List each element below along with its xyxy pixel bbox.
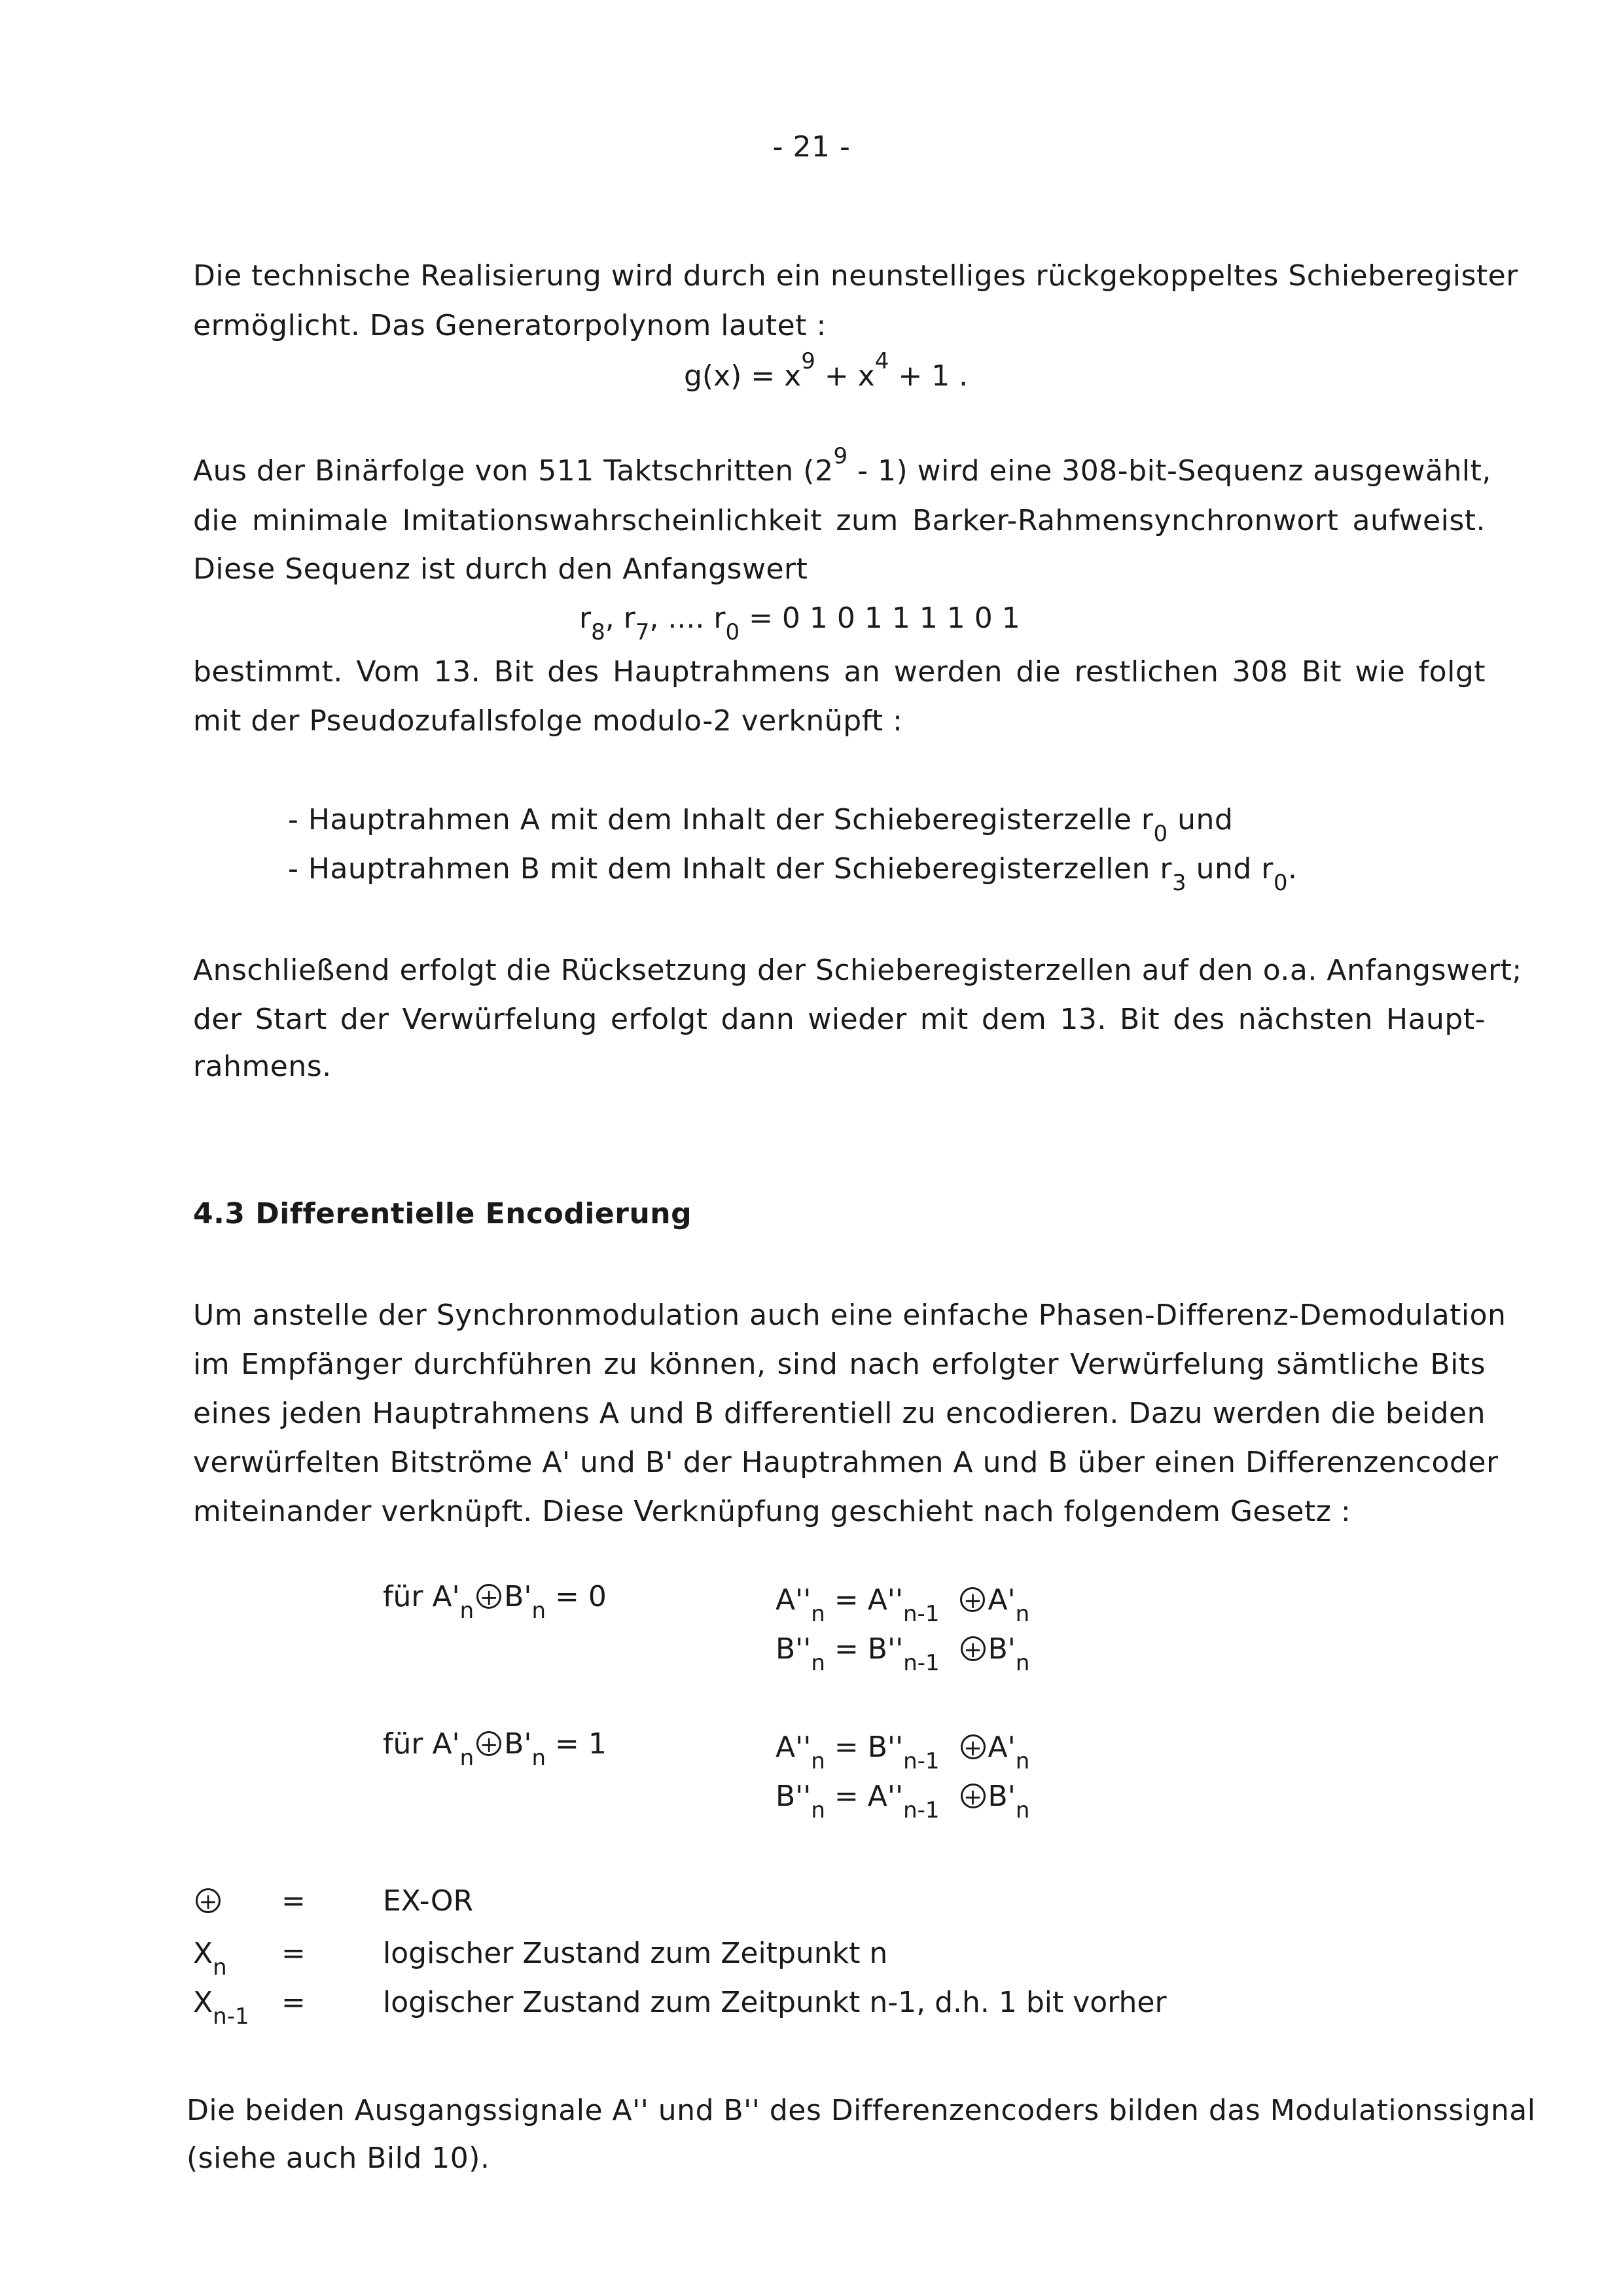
equation-case-0-row-a: $A''_n = A''_{n-1} + A'_n$ bbox=[776, 1583, 1030, 1627]
section-heading: 4.3 Differentielle Encodierung bbox=[193, 1197, 692, 1230]
paragraph-6-line-2: (siehe auch Bild 10). bbox=[187, 2142, 490, 2175]
xor-icon: + bbox=[476, 1731, 501, 1756]
paragraph-3-line-1: bestimmt. Vom 13. Bit des Hauptrahmens an werden die restlichen 308 Bit wie folgt bbox=[193, 655, 1486, 689]
paragraph-2-line-2: die minimale Imitationswahrscheinlichkeit zum Barker-Rahmensynchronwort aufweist. bbox=[193, 504, 1486, 537]
paragraph-3-line-2: mit der Pseudozufallsfolge modulo-2 verknüpft : bbox=[193, 704, 903, 738]
paragraph-4-line-3: rahmens. bbox=[193, 1050, 332, 1083]
legend-desc-xor: EX-OR bbox=[383, 1884, 474, 1918]
paragraph-2-line-1: Aus der Binärfolge von 511 Taktschritten $(2^9 - 1)$ wird eine 308-bit-Sequenz ausgewählt, bbox=[193, 443, 1491, 488]
legend-desc-xn-1: logischer Zustand zum Zeitpunkt n-1, d.h. 1 bit vorher bbox=[383, 1986, 1167, 2019]
paragraph-5-line-5: miteinander verknüpft. Diese Verknüpfung geschieht nach folgendem Gesetz : bbox=[193, 1495, 1351, 1528]
legend-symbol-xn-1: $X_{n-1}$ bbox=[193, 1986, 249, 2030]
xor-icon: + bbox=[961, 1636, 986, 1661]
generator-polynomial: $g(x) = x^9 + x^4 + 1$ . bbox=[684, 348, 969, 393]
paragraph-5-line-3: eines jeden Hauptrahmens A und B differentiell zu encodieren. Dazu werden die beiden bbox=[193, 1397, 1486, 1430]
xor-icon: + bbox=[961, 1784, 986, 1808]
page-number: - 21 - bbox=[772, 130, 851, 164]
xor-icon: + bbox=[961, 1734, 986, 1759]
legend-symbol-xor bbox=[193, 1882, 223, 1921]
xor-icon: + bbox=[476, 1584, 501, 1609]
legend-desc-xn: logischer Zustand zum Zeitpunkt n bbox=[383, 1937, 888, 1970]
equation-case-1-row-a: $A''_n = B''_{n-1} + A'_n$ bbox=[776, 1731, 1030, 1774]
paragraph-6-line-1: Die beiden Ausgangssignale A'' und B'' des Differenzencoders bilden das Modulationssignal bbox=[187, 2094, 1536, 2127]
equation-case-0-row-b: $B''_n = B''_{n-1} + B'_n$ bbox=[776, 1632, 1030, 1676]
paragraph-1-line-2: ermöglicht. Das Generatorpolynom lautet : bbox=[193, 309, 827, 342]
legend-symbol-xn: $X_n$ bbox=[193, 1937, 227, 1981]
paragraph-5-line-4: verwürfelten Bitströme A' und B' der Hauptrahmen A und B über einen Differenzencoder bbox=[193, 1446, 1499, 1479]
paragraph-4-line-2: der Start der Verwürfelung erfolgt dann wieder mit dem 13. Bit des nächsten Haupt- bbox=[193, 1003, 1486, 1036]
paragraph-1-line-1: Die technische Realisierung wird durch ein neunstelliges rückgekoppeltes Schieberegister bbox=[193, 259, 1518, 293]
bullet-item-b: - Hauptrahmen B mit dem Inhalt der Schieberegisterzellen $r_3$ und $r_0$. bbox=[288, 852, 1298, 896]
legend-equals: = bbox=[281, 1884, 306, 1918]
initial-value-formula: $r_8$, $r_7$, .... $r_0 = 0$ 1 0 1 1 1 1 0 1 bbox=[579, 601, 1020, 645]
legend-equals: = bbox=[281, 1937, 306, 1970]
paragraph-4-line-1: Anschließend erfolgt die Rücksetzung der Schieberegisterzellen auf den o.a. Anfangswert; bbox=[193, 954, 1522, 987]
equation-case-1-row-b: $B''_n = A''_{n-1} + B'_n$ bbox=[776, 1780, 1030, 1823]
equation-case-1-condition: für $A'_n + B'_n = 1$ bbox=[383, 1727, 607, 1771]
bullet-item-a: - Hauptrahmen A mit dem Inhalt der Schieberegisterzelle $r_0$ und bbox=[288, 803, 1234, 847]
xor-icon: + bbox=[196, 1888, 221, 1913]
paragraph-5-line-2: im Empfänger durchführen zu können, sind nach erfolgter Verwürfelung sämtliche Bits bbox=[193, 1348, 1486, 1381]
paragraph-5-line-1: Um anstelle der Synchronmodulation auch eine einfache Phasen-Differenz-Demodulation bbox=[193, 1299, 1507, 1332]
xor-icon: + bbox=[960, 1587, 985, 1612]
paragraph-2-line-3: Diese Sequenz ist durch den Anfangswert bbox=[193, 552, 808, 586]
equation-case-0-condition: für $A'_n + B'_n = 0$ bbox=[383, 1580, 607, 1624]
legend-equals: = bbox=[281, 1986, 306, 2019]
